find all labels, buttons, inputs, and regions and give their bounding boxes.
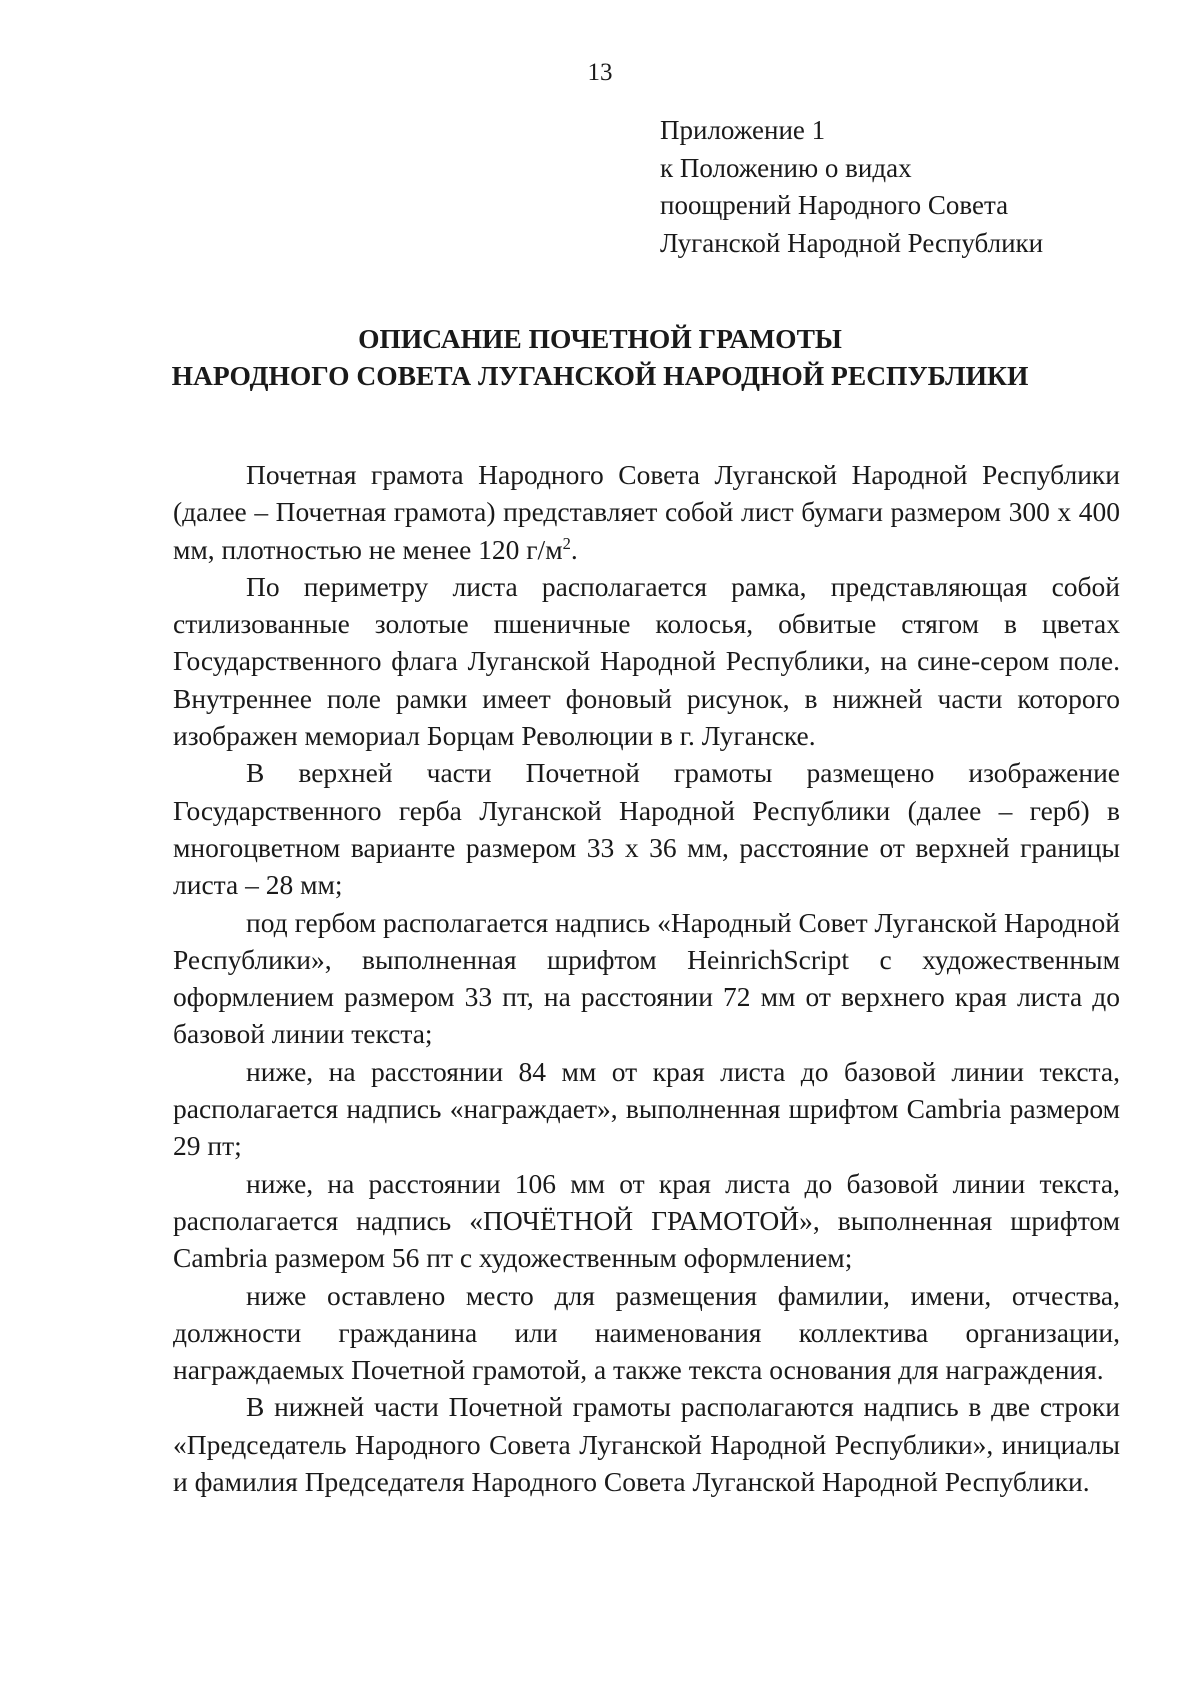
appendix-line: Приложение 1 [660,115,826,145]
paragraph: ниже оставлено место для размещения фамилии, имени, отчества, должности гражданина или наименования коллектива организации, награждаемых Почетной грамотой, а также текста основания для награждения. [173,1279,1120,1386]
paragraph: В нижней части Почетной грамоты располагаются надпись в две строки «Председатель Народного Совета Луганской Народной Республики», инициалы и фамилия Председателя Народного Совета Луганской Народной Республики. [173,1391,1120,1498]
document-title [0,320,1200,394]
paragraph: По периметру листа располагается рамка, представляющая собой стилизованные золотые пшеничные колосья, обвитые стягом в цветах Государственного флага Луганской Народной Республики, на сине-сером поле. Внутреннее поле рамки имеет фоновый рисунок, в нижней части которого изображен мемориал Борцам Революции в г. Луганске. [173,570,1120,752]
paragraph: В верхней части Почетной грамоты размещено изображение Государственного герба Луганской Народной Республики (далее – герб) в многоцветном варианте размером 33 x 36 мм, расстояние от верхней границы листа – 28 мм; [173,757,1120,901]
page-number: 13 [587,59,613,86]
document-body [173,456,1120,1500]
paragraph-end: . [570,533,578,565]
paragraph: ниже, на расстоянии 106 мм от края листа до базовой линии текста, располагается надпись «ПОЧЁТНОЙ ГРАМОТОЙ», выполненная шрифтом Cambria размером 56 пт с художественным оформлением; [173,1167,1120,1274]
paragraph: ниже, на расстоянии 84 мм от края листа до базовой линии текста, располагается надпись «награждает», выполненная шрифтом Cambria размером 29 пт; [173,1055,1120,1162]
title-line: ОПИСАНИЕ ПОЧЕТНОЙ ГРАМОТЫ [358,323,842,354]
title-line: НАРОДНОГО СОВЕТА ЛУГАНСКОЙ НАРОДНОЙ РЕСПУБЛИКИ [171,360,1029,391]
appendix-line: Луганской Народной Республики [660,227,1044,258]
superscript: 2 [562,533,571,553]
appendix-line: к Положению о видах [660,152,912,183]
paragraph: под гербом располагается надпись «Народный Совет Луганской Народной Республики», выполненная шрифтом HeinrichScript с художественным оформлением размером 33 пт, на расстоянии 72 мм от верхнего края листа до базовой линии текста; [173,906,1120,1050]
appendix-line: поощрений Народного Совета [660,190,1009,220]
appendix-note [660,112,1160,262]
paragraph-text: Почетная грамота Народного Совета Луганской Народной Республики (далее – Почетная грамота) представляет собой лист бумаги размером 300 x 400 мм, плотностью не менее 120 г/м [173,459,1120,565]
paragraph [173,456,1120,568]
